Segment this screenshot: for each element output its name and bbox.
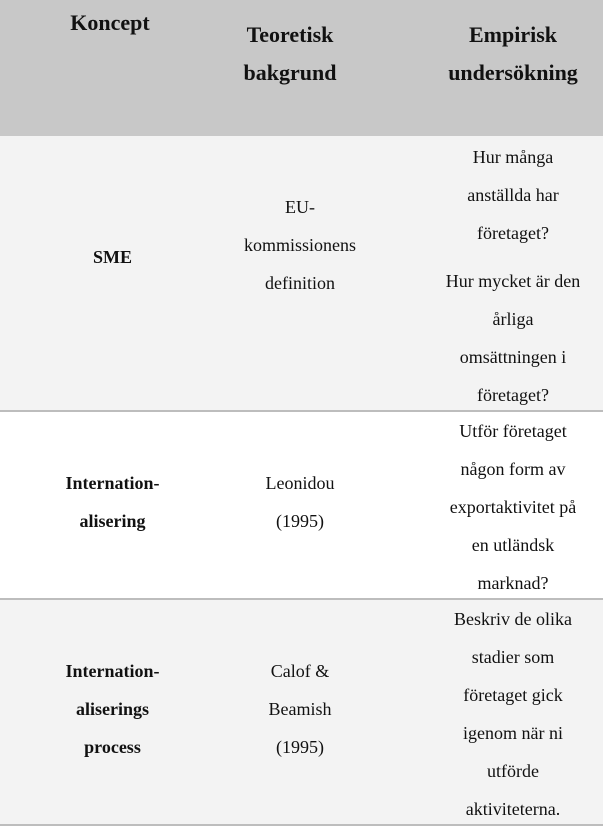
row-internationalisering-concept-line-1: Internation- (65, 473, 160, 493)
row-internationalisering-q1-line-4: en utländsk (471, 535, 555, 555)
row-process-q1-line-1: Beskriv de olika (454, 609, 572, 629)
header-empirisk-line-2: undersökning (448, 60, 578, 85)
row-sme-theory-line-2: kommissionens (243, 235, 356, 255)
row-process-q1-line-3: företaget gick (463, 685, 563, 705)
row-process-theory-line-1: Calof & (270, 661, 330, 681)
row-process-q1-line-6: aktiviteterna. (465, 799, 561, 819)
row-process-concept-line-2: aliserings (75, 699, 149, 719)
row-process-q1-line-5: utförde (487, 761, 539, 781)
row-process-q1-line-2: stadier som (471, 647, 555, 667)
row-sme-q2-line-2: årliga (492, 309, 534, 329)
row-internationalisering-q1-line-2: någon form av (460, 459, 566, 479)
row-sme-q2-line-4: företaget? (477, 385, 549, 405)
row-sme-concept-line: SME (92, 247, 132, 267)
row-internationalisering-empirical (418, 412, 603, 602)
row-sme-q2-line-3: omsättningen i (459, 347, 567, 367)
header-teoretisk-line-1: Teoretisk (246, 22, 334, 47)
header-koncept-line: Koncept (70, 10, 150, 35)
table-row-sme (0, 136, 603, 412)
row-internationalisering-concept (20, 464, 205, 540)
row-internationalisering-theory-line-2: (1995) (276, 511, 324, 531)
row-internationalisering-theory (210, 464, 390, 540)
row-sme-q2-line-1: Hur mycket är den (445, 271, 581, 291)
row-process-concept (20, 652, 205, 766)
row-internationalisering-q1-line-1: Utför företaget (459, 421, 567, 441)
row-sme-theory (210, 188, 390, 302)
row-internationalisering-theory-line-1: Leonidou (265, 473, 335, 493)
row-process-q1-line-4: igenom när ni (463, 723, 563, 743)
header-teoretisk-line-2: bakgrund (243, 60, 337, 85)
row-sme-q1-line-1: Hur många (472, 147, 554, 167)
row-sme-q1-line-2: anställda har (467, 185, 559, 205)
row-process-concept-line-3: process (84, 737, 141, 757)
row-process-theory-line-2: Beamish (268, 699, 332, 719)
row-sme-theory-line-3: definition (265, 273, 335, 293)
row-sme-empirical (418, 138, 603, 414)
row-internationalisering-q1-line-3: exportaktivitet på (449, 497, 577, 517)
row-process-theory-line-3: (1995) (276, 737, 324, 757)
row-sme-concept (20, 238, 205, 276)
header-koncept (20, 4, 200, 42)
row-sme-theory-line-1: EU- (285, 197, 315, 217)
table-row-internationalisering (0, 412, 603, 600)
row-process-empirical (418, 600, 603, 828)
header-empirisk-line-1: Empirisk (468, 22, 558, 47)
row-internationalisering-concept-line-2: alisering (79, 511, 146, 531)
header-teoretisk-bakgrund (200, 16, 380, 92)
row-process-concept-line-1: Internation- (65, 661, 160, 681)
header-empirisk-undersokning (418, 16, 603, 92)
table-row-internationaliseringsprocess (0, 600, 603, 826)
table-header (0, 0, 603, 136)
row-sme-q1-line-3: företaget? (477, 223, 549, 243)
row-process-theory (210, 652, 390, 766)
row-internationalisering-q1-line-5: marknad? (477, 573, 549, 593)
